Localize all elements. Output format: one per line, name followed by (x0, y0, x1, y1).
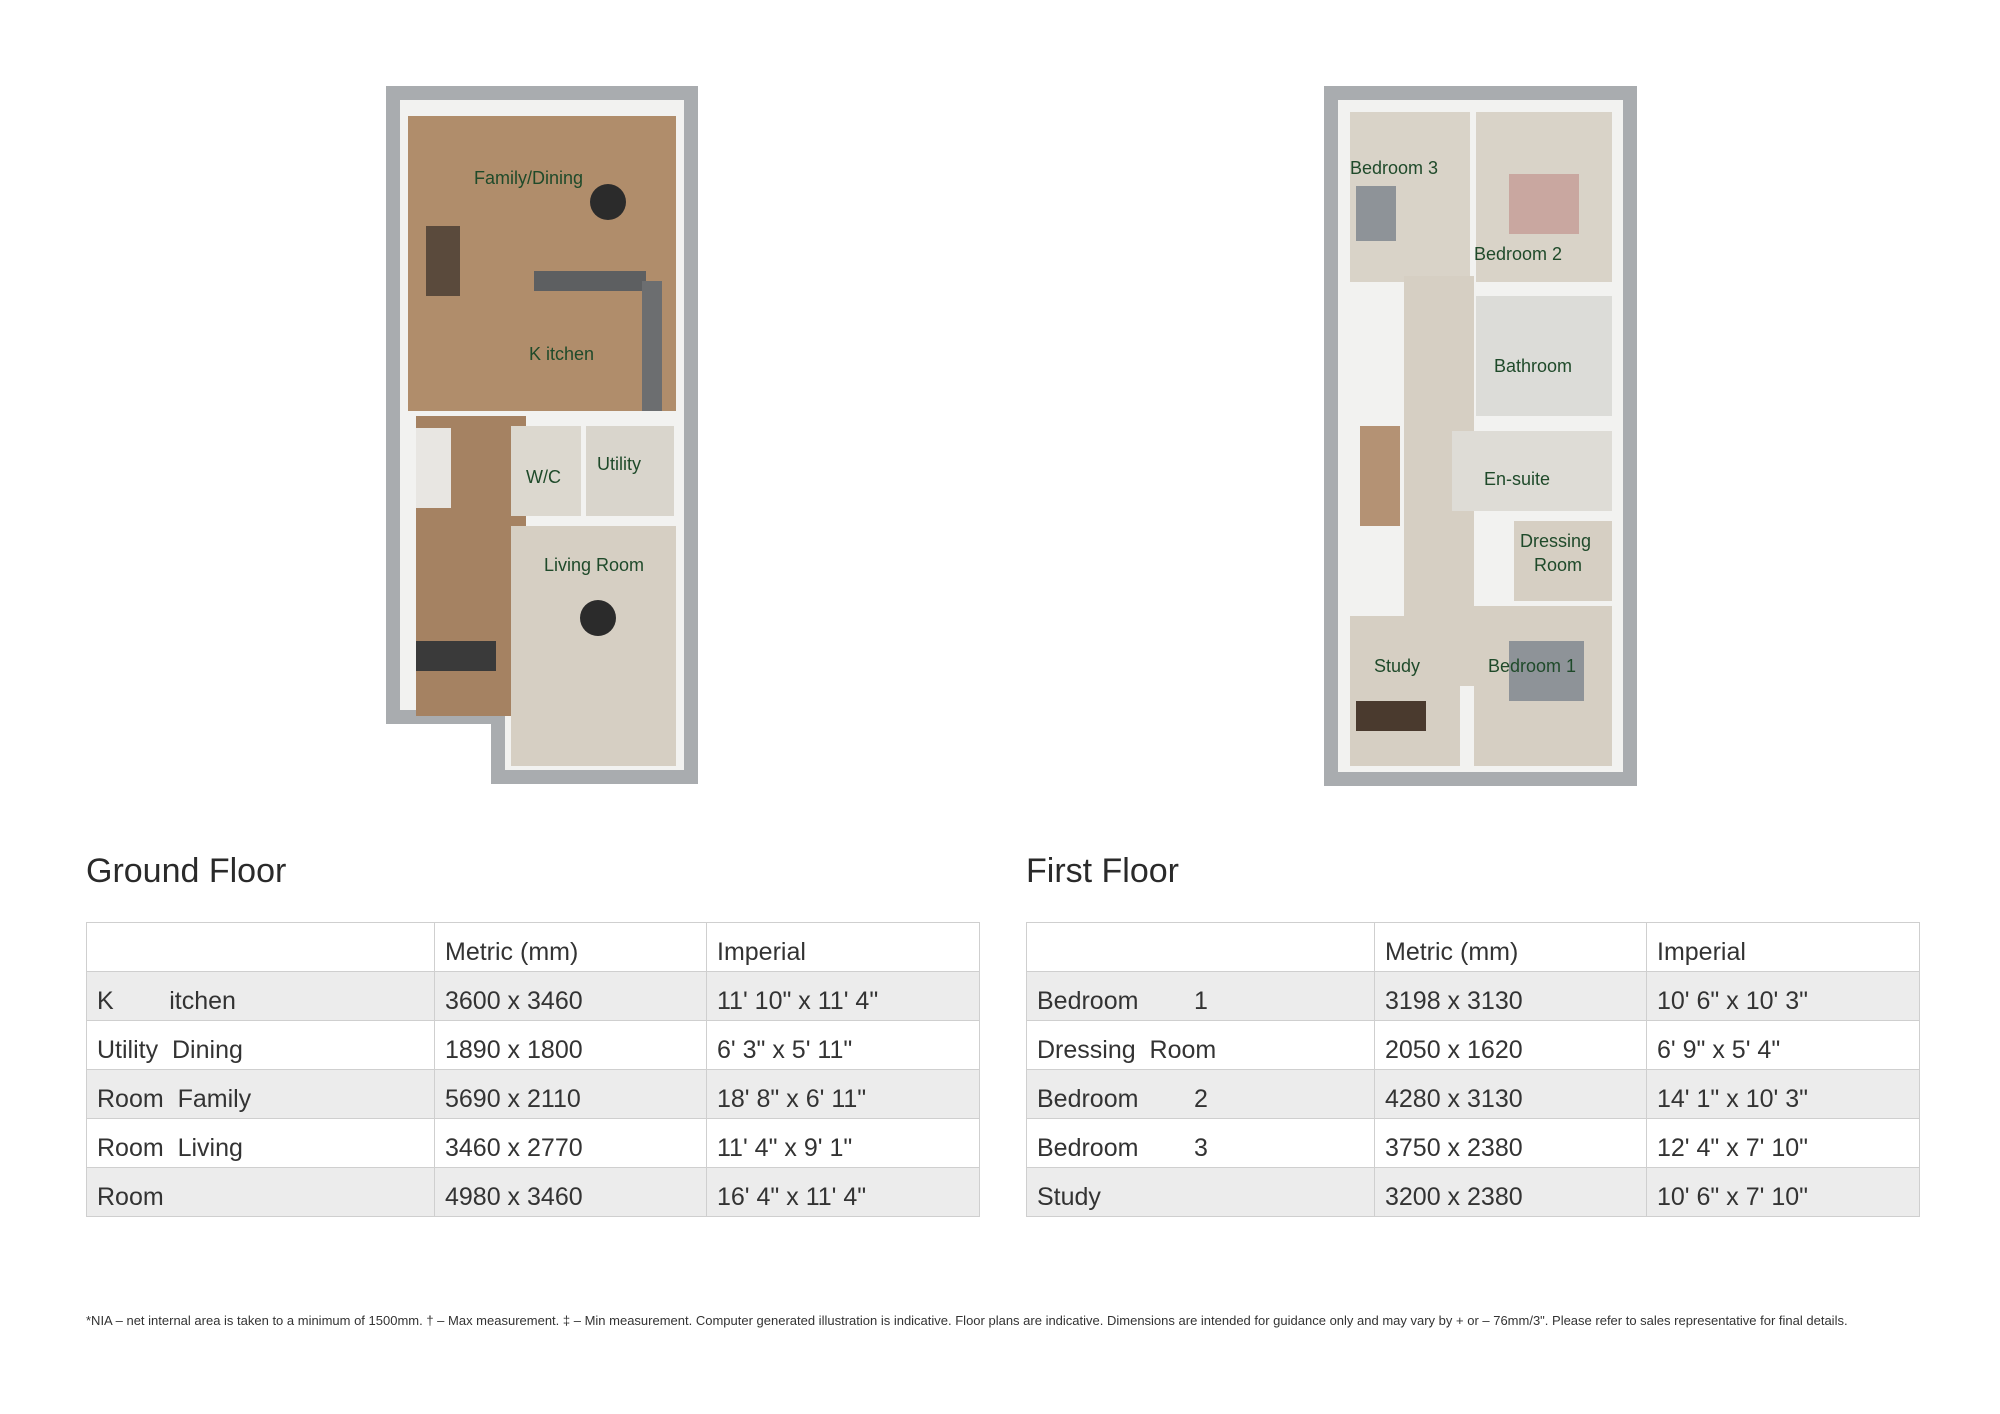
table-row: Bedroom 2 4280 x 3130 14' 1" x 10' 3" (1027, 1070, 1920, 1119)
table-row: K itchen 3600 x 3460 11' 10" x 11' 4" (87, 972, 980, 1021)
room-label: Bathroom (1494, 356, 1573, 376)
first-floor-plan (1324, 86, 1637, 786)
table-header: Metric (mm) Imperial (87, 923, 980, 972)
table-row: Study 3200 x 2380 10' 6" x 7' 10" (1027, 1168, 1920, 1217)
room-label: Bedroom 2 (1474, 244, 1563, 264)
room-label: K itchen (529, 344, 595, 364)
ground-floor-plan (386, 86, 698, 786)
room-label: Living Room (544, 555, 645, 575)
footnote: *NIA – net internal area is taken to a minimum of 1500mm. † – Max measurement. ‡ – Min measurement. Computer generated illustration is indicative. Floor plans are indicative. Dimensions are intended for guidance only and may vary by + or – 76mm/3". Please refer to sales representative for final details. (86, 1313, 1848, 1328)
first-floor-table (1026, 922, 1920, 1217)
first-floor-title: First Floor (1026, 852, 1179, 890)
table-header: Metric (mm) Imperial (1027, 923, 1920, 972)
room-label: Bedroom 1 (1488, 656, 1577, 676)
room-label: Dressing (1520, 531, 1592, 551)
room-label: W/C (526, 467, 561, 487)
table-row: Room 4980 x 3460 16' 4" x 11' 4" (87, 1168, 980, 1217)
room-label: Utility (597, 454, 641, 474)
table-row: Bedroom 3 3750 x 2380 12' 4" x 7' 10" (1027, 1119, 1920, 1168)
ground-floor-title: Ground Floor (86, 852, 287, 890)
room-label: Family/Dining (474, 168, 584, 188)
ground-floor-table (86, 922, 980, 1217)
table-row: Dressing Room 2050 x 1620 6' 9" x 5' 4" (1027, 1021, 1920, 1070)
room-label: Study (1374, 656, 1421, 676)
table-row: Room Family 5690 x 2110 18' 8" x 6' 11" (87, 1070, 980, 1119)
room-label: Bedroom 3 (1350, 158, 1439, 178)
table-row: Bedroom 1 3198 x 3130 10' 6" x 10' 3" (1027, 972, 1920, 1021)
room-label: Room (1534, 555, 1583, 575)
table-row: Room Living 3460 x 2770 11' 4" x 9' 1" (87, 1119, 980, 1168)
table-row: Utility Dining 1890 x 1800 6' 3" x 5' 11" (87, 1021, 980, 1070)
room-label: En-suite (1484, 469, 1551, 489)
